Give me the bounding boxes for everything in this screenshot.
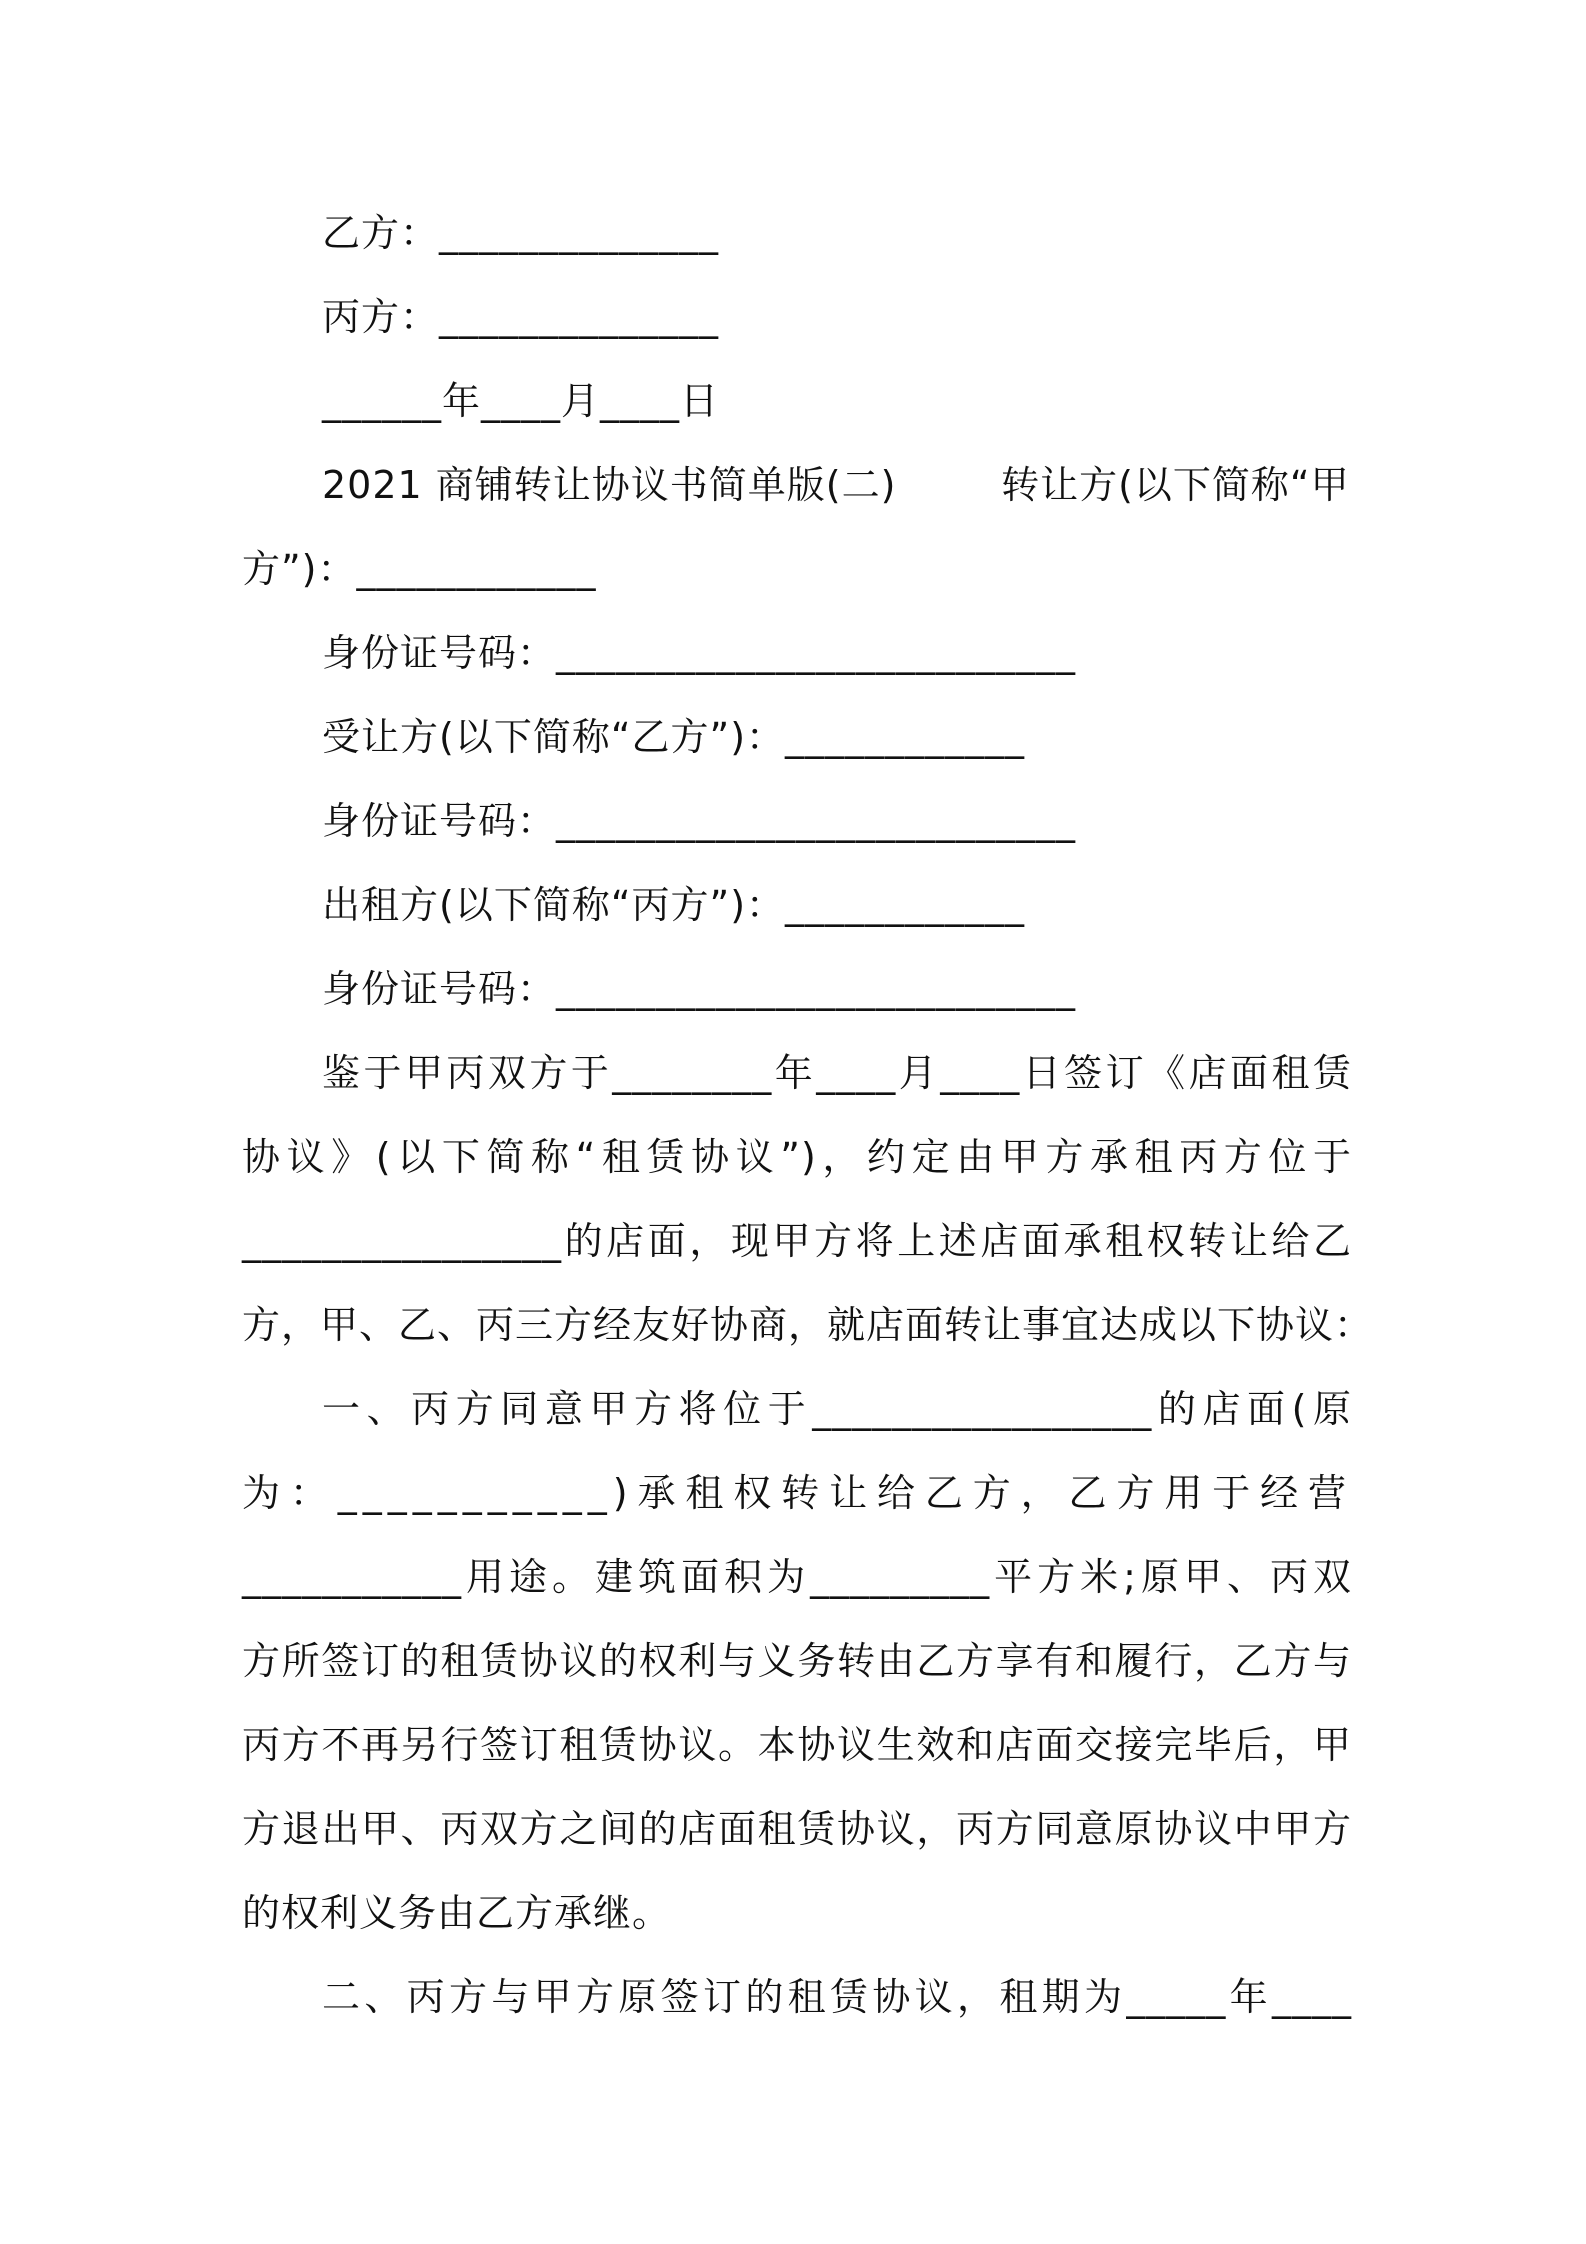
signature-date-line: ______年____月____日	[322, 379, 720, 423]
clause-one-line-7: 的权利义务由乙方承继。	[242, 1891, 672, 1935]
clause-two-line-1: 二、丙方与甲方原签订的租赁协议，租期为_____年____	[322, 1975, 1352, 2019]
transferee-line: 受让方(以下简称“乙方”)：____________	[322, 715, 1026, 759]
transferor-id-line: 身份证号码：__________________________	[322, 631, 1077, 675]
transferee-id-line: 身份证号码：__________________________	[322, 799, 1077, 843]
recital-line-4: 方，甲、乙、丙三方经友好协商，就店面转让事宜达成以下协议：	[242, 1303, 1374, 1347]
recital-line-2: 协议》(以下简称“租赁协议”)，约定由甲方承租丙方位于	[242, 1135, 1352, 1179]
lessor-id-line: 身份证号码：__________________________	[322, 967, 1077, 1011]
clause-one-line-6: 方退出甲、丙双方之间的店面租赁协议，丙方同意原协议中甲方	[242, 1807, 1352, 1851]
transferor-line: 方”)：____________	[242, 547, 597, 591]
recital-line-3: ________________的店面，现甲方将上述店面承租权转让给乙	[242, 1219, 1352, 1263]
party-c-signature-line: 丙方：______________	[322, 295, 720, 339]
clause-one-line-2: 为：___________)承租权转让给乙方，乙方用于经营	[242, 1471, 1352, 1515]
clause-one-line-4: 方所签订的租赁协议的权利与义务转由乙方享有和履行，乙方与	[242, 1639, 1352, 1683]
recital-line-1: 鉴于甲丙双方于________年____月____日签订《店面租赁	[322, 1051, 1352, 1095]
clause-one-line-5: 丙方不再另行签订租赁协议。本协议生效和店面交接完毕后，甲	[242, 1723, 1352, 1767]
party-b-signature-line: 乙方：______________	[322, 211, 720, 255]
clause-one-line-3: ___________用途。建筑面积为_________平方米;原甲、丙双	[242, 1555, 1352, 1599]
lessor-line: 出租方(以下简称“丙方”)：____________	[322, 883, 1026, 927]
document-title-line: 2021 商铺转让协议书简单版(二) 转让方(以下简称“甲	[322, 463, 1350, 507]
clause-one-line-1: 一、丙方同意甲方将位于_________________的店面(原	[322, 1387, 1352, 1431]
